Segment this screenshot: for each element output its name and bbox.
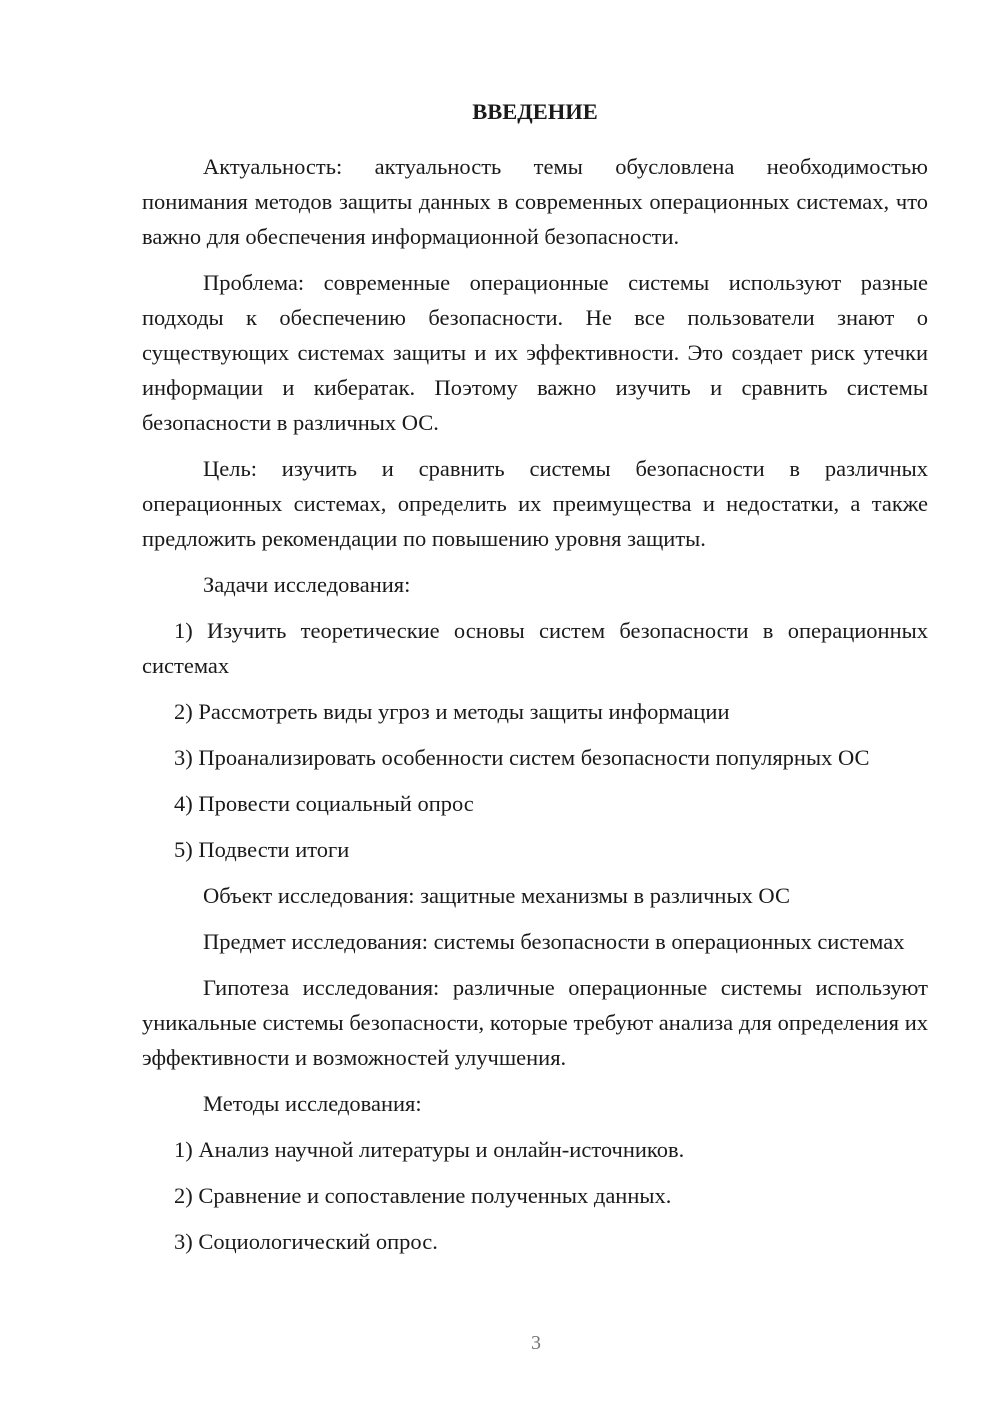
- method-item-3: 3) Социологический опрос.: [174, 1229, 438, 1254]
- relevance-paragraph: Актуальность: актуальность темы обусловлена необходимостью понимания методов защиты данных в современных операционных системах, что важно для обеспечения информационной безопасности.: [142, 154, 928, 249]
- hypothesis-paragraph: Гипотеза исследования: различные операционные системы используют уникальные системы безопасности, которые требуют анализа для определения их эффективности и возможностей улучшения.: [142, 975, 928, 1070]
- page-title: ВВЕДЕНИЕ: [472, 99, 598, 124]
- task-item-3: 3) Проанализировать особенности систем безопасности популярных ОС: [174, 745, 870, 770]
- task-item-1: 1) Изучить теоретические основы систем безопасности в операционных системах: [142, 618, 928, 678]
- task-item-4: 4) Провести социальный опрос: [174, 791, 474, 816]
- problem-paragraph: Проблема: современные операционные системы используют разные подходы к обеспечению безопасности. Не все пользователи знают о существующих системах защиты и их эффективности. Это создает риск утечки информации и кибератак. Поэтому важно изучить и сравнить системы безопасности в различных ОС.: [142, 270, 928, 435]
- tasks-heading: Задачи исследования:: [203, 572, 411, 597]
- subject-paragraph: Предмет исследования: системы безопасности в операционных системах: [203, 929, 905, 954]
- task-item-5: 5) Подвести итоги: [174, 837, 350, 862]
- methods-heading: Методы исследования:: [203, 1091, 422, 1116]
- task-item-2: 2) Рассмотреть виды угроз и методы защиты информации: [174, 699, 730, 724]
- method-item-1: 1) Анализ научной литературы и онлайн-источников.: [174, 1137, 685, 1162]
- goal-paragraph: Цель: изучить и сравнить системы безопасности в различных операционных системах, определить их преимущества и недостатки, а также предложить рекомендации по повышению уровня защиты.: [142, 456, 928, 551]
- page-number: 3: [531, 1332, 541, 1354]
- object-paragraph: Объект исследования: защитные механизмы в различных ОС: [203, 883, 790, 908]
- method-item-2: 2) Сравнение и сопоставление полученных данных.: [174, 1183, 672, 1208]
- document-page: [142, 94, 928, 1270]
